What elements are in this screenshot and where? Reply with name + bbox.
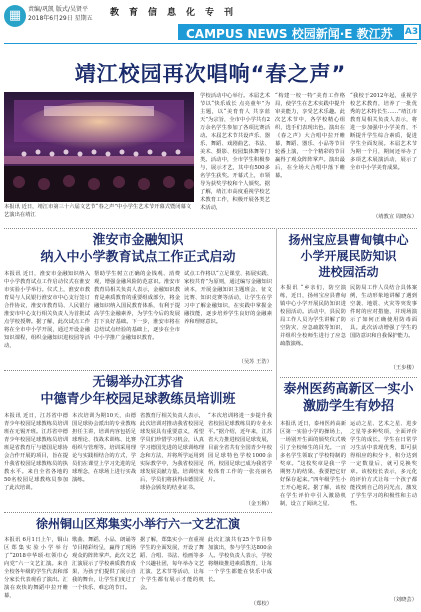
yangzhou-column-2: 民防局工作人员结合具体案例，生动形象地讲解了遇到空袭、地震、火灾等突发事件时的应对措施，并现场演示了如何正确使用防毒面具。此次活动增强了学生的国防意识和自我保护能力。 [350,285,417,339]
huaian-column-2: 帮助学生树立正确的金钱观、消费观，增强金融风险防范意识。淮安市教育局相关负责人表示，金融知识教育是素质教育的重要组成部分，将金融知识纳入国民教育体系，有利于提高学生金融素养，为学生今后的发展打下良好基础。下一步，淮安市将在总结试点经验的基础上，逐步在全市中小学推广金融知识教育。 [94,271,180,341]
section-title: CAMPUS NEWS 校园新闻·E 教江苏 [186,27,393,41]
xuzhou-column-3: 据了解，郑集实小一直重视学生的全面发展，开设了舞蹈、合唱、书法、绘画等多个兴趣社团，每年举办文艺汇演、艺术节等活动，让每个学生都有展示才能的机会。 [140,537,204,591]
yangzhou-title-line3: 进校园活动 [318,265,379,279]
yangzhou-column-1: 本报讯 “乡亲们，防空演练，近日，扬州宝应县曹甸镇中心小学开展民防知识进校园活动。活动中，县民防局工作人员为学生讲解了防空防灾、应急疏散等知识，并组织全校师生进行了应急疏散演练。 [280,285,346,347]
xuzhou-column-4: 此次汇演共有25个节目参加演出，参与学生达800余人。学校负责人表示，学校将继续推进素质教育，让每一个学生都能在快乐中成长。 [208,537,272,583]
wuxi-byline: （金玉梅） [245,501,272,507]
xuzhou-title: 徐州铜山区郑集实小举行六一文艺汇演 [35,517,240,531]
editor-credits: 责编/巩凯 版式/吴贤平 [28,6,88,13]
column-slogan: 教育信息化专刊 [110,8,244,18]
huaian-column-3: 试点工作将以“立足课堂、拓展实践、家校共育”为原则，通过编写金融知识读本，开展金融知识主题班会、征文比赛、知识竞赛等活动，让学生在学习中了解金融知识，在实践中掌握金融技能，逐步培养学生良好的金融素养和理财意识。 [184,271,272,325]
header-divider [4,43,417,44]
xuzhou-column-2: 歌曲、舞蹈、小品、朗诵等节目精彩纷呈，赢得了现场观众的阵阵掌声。此次文艺汇演展示了学校素质教育成果，为孩子们提供了展示自我的舞台，让学生们度过了一个快乐、难忘的节日。 [72,537,136,591]
wuxi-column-4: “本次培训将进一步提升我省校园足球教练员的专业水平。”据介绍，近年来，江苏省大力推进校园足球发展，目前全省共有全国青少年校园足球特色学校1000余所，校园足球已成为我省学校体育工作的一张亮丽名片。 [208,413,272,483]
huaian-byline: （吴苏 王浩） [238,359,272,365]
taizhou-title-line2: 激励学生有妙招 [302,399,394,414]
lead-column-3: “构建一校一特”美育工作格局，使学生在艺术实践中提升审美能力，享受艺术乐趣。此次艺术节中，各学校精心组织，选手们表现出色。演出在《春之声》大合唱中拉开帷幕，舞蹈、器乐、小品等节目轮番上演，一个个精彩的节目赢得了观众阵阵掌声。演出最后，在全场大合唱中落下帷幕。 [275,93,345,179]
huaian-title-line1: 淮安市金融知识 [92,233,184,248]
wuxi-column-1: 本报讯 近日，江苏省中德青少年校园足球教练员培训班在无锡开班。江苏省中德青少年校园足球教练员培训班是省教育厅与德国足球协会合作开展的项目，旨在提升我省校园足球教练员的执教水平。来自全省各地的50名校园足球教练员参加了此次培训。 [4,413,68,491]
taizhou-byline: （刘晓芸） [390,597,417,603]
yangzhou-title-line2: 小学开展民防知识 [300,249,397,263]
xuzhou-byline: （郑校） [250,601,272,607]
page-number-badge: A3 [404,27,419,37]
yangzhou-title-line1: 扬州宝应县曹甸镇中心 [288,233,409,247]
masthead-meta [28,5,93,23]
yangzhou-byline: （王步楼） [390,365,417,371]
taizhou-column-1: 本报讯 近日，泰州医药高新区第一实验小学的操场上，一场别开生面的颁奖仪式吸引了全校师生的目光。一百多名学生领取了学校特制的奖章。“这枚奖章是我一学期努力的结果，我要把它好好保存起来。”四年级学生小王开心地说。据了解，该校在学生评价中引入激励机制，设立了阅读之星、 [280,421,346,507]
huaian-title-line2: 纳入中小学教育试点工作正式启动 [40,250,236,265]
section-divider [280,377,417,378]
section-divider [4,370,272,371]
stage-photo [4,92,194,202]
wuxi-title-line1: 无锡举办江苏省 [92,375,184,390]
section-divider [4,512,272,513]
wuxi-column-3: 省教育厅相关负责人表示，此次培训对推动我省校园足球发展具有重要意义，希望学员们珍惜学习机会，认真学习德国先进的足球训练理念和方法，并将所学运用到实际教学中，为我省校园足球发展贡献力量。培训结束后，学员们将获得由德国足球协会颁发的结业证书。 [140,413,204,491]
lead-column-4: “我校于2012年起，重视学校艺术教育，培养了一批优秀的艺术特长生……”靖江市教育局相关负责人表示，将进一步加强中小学美育，不断提升学生综合素质，促进学生全面发展。本届艺术节为期一个月，期间还举办了多项艺术展演活动，展示了全市中小学美育成果。 [350,93,417,171]
section-divider [4,228,417,229]
wuxi-title-line2: 中德青少年校园足球教练员培训班 [40,392,236,407]
lead-column-2: 学校活动中心举行。本届艺术节以“快乐成长 点亮童年”为主题，以“美育育人 共享蓝天”为宗旨，全市中小学共有2万余名学生参加了各项比赛活动。本届艺术节共设声乐、器乐、舞蹈、戏剧曲艺、书法、美术、摄影、校园集体舞等门类。活动中，全市学生积极参与，展示才艺，其中有500多名学生获奖。开幕式上，市领导为获奖学校和个人颁奖。据了解，靖江市高度重视学校艺术教育工作，积极开展各类艺术活动， [200,93,270,211]
huaian-column-1: 本报讯 近日，淮安市金融知识纳入中小学教育试点工作启动仪式在淮安市实验小学举行。仪式上，淮安市教育局与人民银行淮安市中心支行签订合作协议，淮安市教育局、人民银行淮安市中心支行相关负责人为首批试点学校授牌。据了解，此次试点工作将在全市中小学开展，通过开设金融知识课程，组织金融知识进校园等活动， [4,271,90,349]
xuzhou-column-1: 本报讯 6月1日上午，铜山区郑集实验小学举行了“2018中华颂·红领巾心向党”六一文艺汇演。来自全校各年级的学生代表和部分家长代表观看了演出。汇演在欢快的舞蹈中拉开帷幕， [4,537,68,599]
lead-byline: （靖教宣 周晓东） [372,214,417,220]
photo-caption: 本报讯 近日，靖江市第三十六届文艺节“春之声”中小学生艺术节开幕式暨闭幕文艺演出在靖江 [4,204,192,218]
taizhou-title-line1: 泰州医药高新区一实小 [283,382,414,397]
lead-headline: 靖江校园再次唱响“春之声” [74,62,347,86]
stage-performance-image [4,92,194,202]
column-divider [276,228,277,460]
newspaper-logo-icon: ▦ [4,5,26,27]
issue-date: 2018年6月29日 星期五 [28,15,93,22]
taizhou-column-2: 运动之星、艺术之星、进步之星等多种奖项，全面评价学生的成长。学生在日常学习生活中表现优秀，即可获得相应的积分卡，积分达到一定数量后，就可兑换奖章。该校校长表示，多元化的评价方式让每一个孩子都能找到自己的闪光点，激发了学生学习的积极性和主动性。 [350,421,417,507]
wuxi-column-2: 本次培训为期10天，由德国足球协会派出的专业教练担任主讲，培训内容包括足球理论、技战术训练、比赛组织与管理等。培训采用理论与实践相结合的方式，学员们在课堂上学习先进的足球理念，在球场上进行实战演练。 [72,413,136,483]
